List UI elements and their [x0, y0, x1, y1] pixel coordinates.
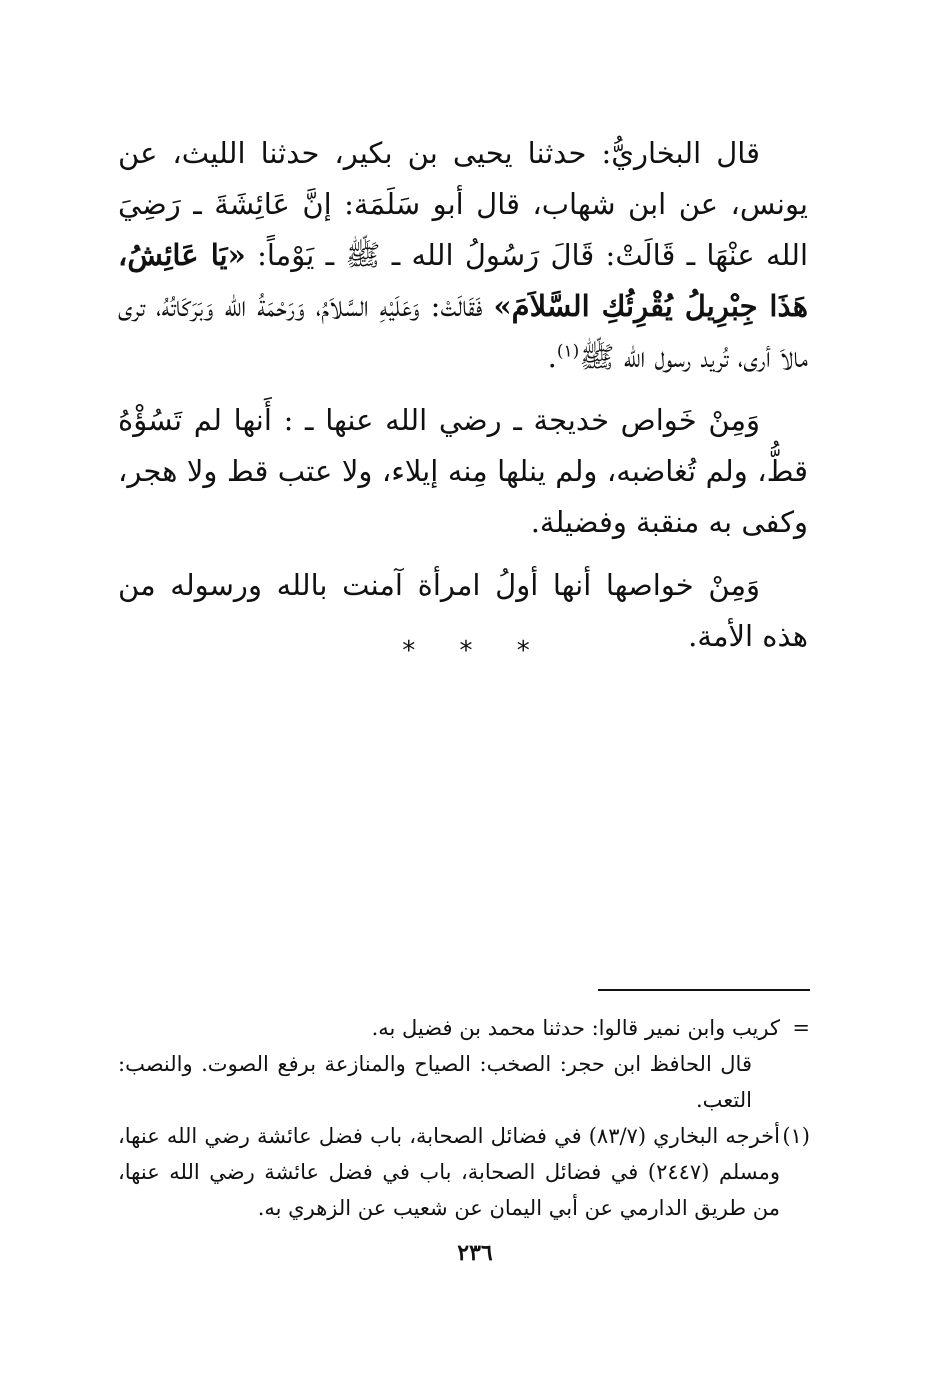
hadith-intro: قال البخاريُّ: حدثنا يحيى بن بكير، حدثنا الليث، عن يونس، عن ابن شهاب، قال أبو سَلَمَة: إنَّ عَائِشَةَ ـ رَضِيَ الله عنْهَا ـ قَالَتْ: قَالَ رَسُولُ الله ـ ﷺ ـ يَوْماً: [118, 136, 809, 272]
footnote-continued-text: كريب وابن نمير قالوا: حدثنا محمد بن فضيل به. [371, 1016, 780, 1040]
paragraph-first-believer: وَمِنْ خواصها أنها أولُ امرأة آمنت بالله ورسوله من هذه الأمة. [118, 568, 808, 653]
continuation-mark: = [792, 1016, 810, 1040]
hadith-quote: «يَا عَائِشُ، هَذَا جِبْرِيلُ يُقْرِئُكِ السَّلاَمَ» [118, 238, 808, 323]
hadith-end: . [547, 340, 557, 374]
footnotes [118, 1010, 810, 1226]
footnote-ref-1[interactable]: (١) [556, 341, 580, 362]
footnote-1 [118, 1118, 810, 1226]
footnote-1-text: أخرجه البخاري (٨٣/٧) في فضائل الصحابة، باب فضل عائشة رضي الله عنها، ومسلم (٢٤٤٧) في فضائل الصحابة، باب في فضل عائشة رضي الله عنها، من طريق الدارمي عن أبي اليمان عن شعيب عن الزهري به. [118, 1124, 781, 1220]
page-number: ٢٣٦ [457, 1240, 493, 1266]
footnote-continued [118, 1010, 810, 1046]
main-text [118, 128, 808, 674]
hadith-reply: فَقَالَتْ: وَعَلَيْهِ السَّلاَمُ، وَرَحْمَةُ الله وَبَرَكَاتُهُ، ترى مالاَ أرى، تُريد رسول الله ﷺ [118, 289, 808, 374]
footnote-1-mark: (١) [782, 1124, 810, 1148]
paragraph-hadith [118, 128, 808, 383]
paragraph-khadija-qualities: وَمِنْ خَواص خديجة ـ رضي الله عنها ـ : أَنها لم تَسُؤْهُ قطُّ، ولم تُغاضبه، ولم ينلها مِنه إيلاء، ولا عتب قط ولا هجر، وكفى به منقبة وفضيلة. [118, 403, 808, 539]
footnote-rule [598, 989, 810, 991]
section-separator: * * * [402, 636, 548, 666]
footnote-ibn-hajar: قال الحافظ ابن حجر: الصخب: الصياح والمنازعة برفع الصوت. والنصب: التعب. [118, 1052, 752, 1112]
